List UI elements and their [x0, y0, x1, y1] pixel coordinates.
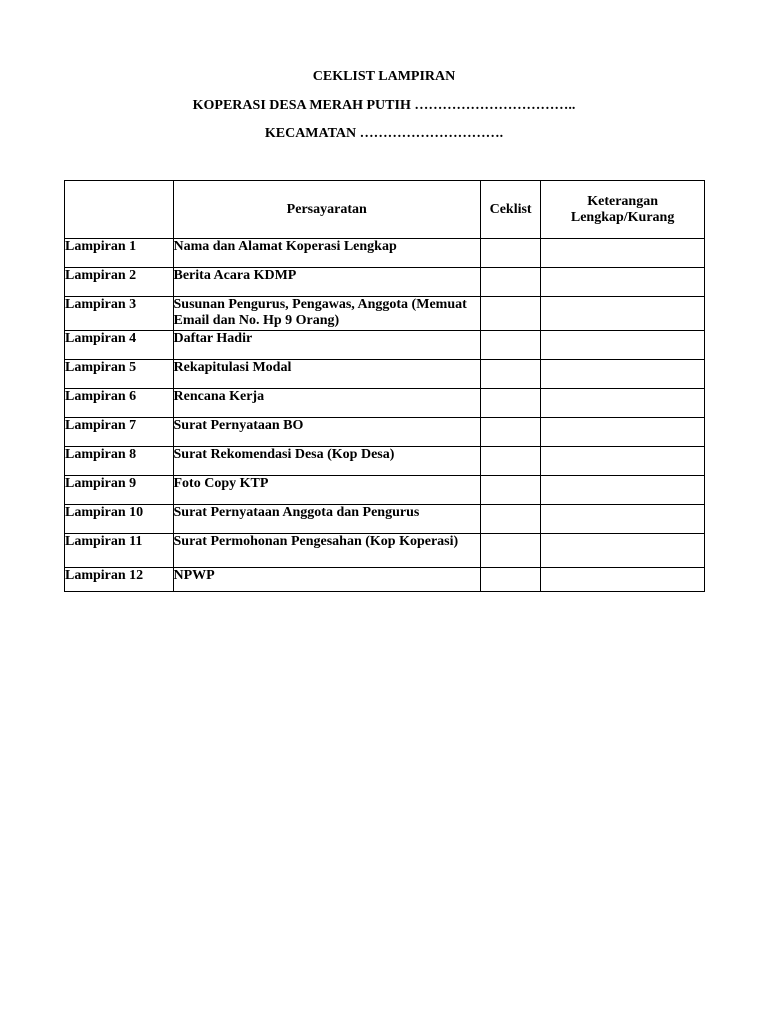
row-note-cell[interactable]	[541, 297, 705, 331]
table-header-row	[65, 181, 705, 239]
row-requirement: Surat Permohonan Pengesahan (Kop Koperasi)	[173, 534, 480, 568]
row-check-cell[interactable]	[480, 239, 540, 268]
row-note-cell[interactable]	[541, 239, 705, 268]
row-check-cell[interactable]	[480, 476, 540, 505]
row-number: Lampiran 4	[65, 331, 174, 360]
row-number: Lampiran 12	[65, 568, 174, 592]
header-check: Ceklist	[480, 181, 540, 239]
row-requirement: Surat Rekomendasi Desa (Kop Desa)	[173, 447, 480, 476]
row-check-cell[interactable]	[480, 360, 540, 389]
row-requirement: Foto Copy KTP	[173, 476, 480, 505]
row-check-cell[interactable]	[480, 534, 540, 568]
header-note: Keterangan Lengkap/Kurang	[541, 181, 705, 239]
row-requirement: Rekapitulasi Modal	[173, 360, 480, 389]
table-row	[65, 476, 705, 505]
koperasi-name-line: KOPERASI DESA MERAH PUTIH ……………………………..	[192, 98, 576, 113]
row-check-cell[interactable]	[480, 418, 540, 447]
row-check-cell[interactable]	[480, 505, 540, 534]
row-requirement: Nama dan Alamat Koperasi Lengkap	[173, 239, 480, 268]
row-number: Lampiran 9	[65, 476, 174, 505]
row-number: Lampiran 8	[65, 447, 174, 476]
row-check-cell[interactable]	[480, 447, 540, 476]
row-requirement: Berita Acara KDMP	[173, 268, 480, 297]
row-check-cell[interactable]	[480, 297, 540, 331]
row-note-cell[interactable]	[541, 505, 705, 534]
row-number: Lampiran 10	[65, 505, 174, 534]
row-note-cell[interactable]	[541, 389, 705, 418]
attachment-checklist-table	[64, 180, 705, 592]
row-number: Lampiran 7	[65, 418, 174, 447]
table-row	[65, 297, 705, 331]
row-check-cell[interactable]	[480, 389, 540, 418]
row-number: Lampiran 3	[65, 297, 174, 331]
table-row	[65, 447, 705, 476]
row-number: Lampiran 2	[65, 268, 174, 297]
table-row	[65, 239, 705, 268]
row-note-cell[interactable]	[541, 534, 705, 568]
table-row	[65, 505, 705, 534]
row-requirement: Surat Pernyataan Anggota dan Pengurus	[173, 505, 480, 534]
table-row	[65, 389, 705, 418]
document-title: CEKLIST LAMPIRAN	[312, 69, 456, 84]
row-number: Lampiran 11	[65, 534, 174, 568]
row-requirement: Surat Pernyataan BO	[173, 418, 480, 447]
kecamatan-line: KECAMATAN ………………………….	[264, 126, 504, 141]
row-requirement: NPWP	[173, 568, 480, 592]
row-check-cell[interactable]	[480, 568, 540, 592]
row-number: Lampiran 6	[65, 389, 174, 418]
row-number: Lampiran 5	[65, 360, 174, 389]
table-row	[65, 331, 705, 360]
row-note-cell[interactable]	[541, 418, 705, 447]
row-requirement: Daftar Hadir	[173, 331, 480, 360]
row-check-cell[interactable]	[480, 331, 540, 360]
header-number	[65, 181, 174, 239]
table-row	[65, 418, 705, 447]
header-requirement: Persayaratan	[173, 181, 480, 239]
row-note-cell[interactable]	[541, 268, 705, 297]
table-row	[65, 360, 705, 389]
row-note-cell[interactable]	[541, 331, 705, 360]
table-row	[65, 534, 705, 568]
row-requirement: Rencana Kerja	[173, 389, 480, 418]
row-requirement: Susunan Pengurus, Pengawas, Anggota (Memuat Email dan No. Hp 9 Orang)	[173, 297, 480, 331]
row-note-cell[interactable]	[541, 360, 705, 389]
row-number: Lampiran 1	[65, 239, 174, 268]
row-note-cell[interactable]	[541, 476, 705, 505]
row-note-cell[interactable]	[541, 447, 705, 476]
table-row	[65, 268, 705, 297]
table-row	[65, 568, 705, 592]
row-note-cell[interactable]	[541, 568, 705, 592]
row-check-cell[interactable]	[480, 268, 540, 297]
